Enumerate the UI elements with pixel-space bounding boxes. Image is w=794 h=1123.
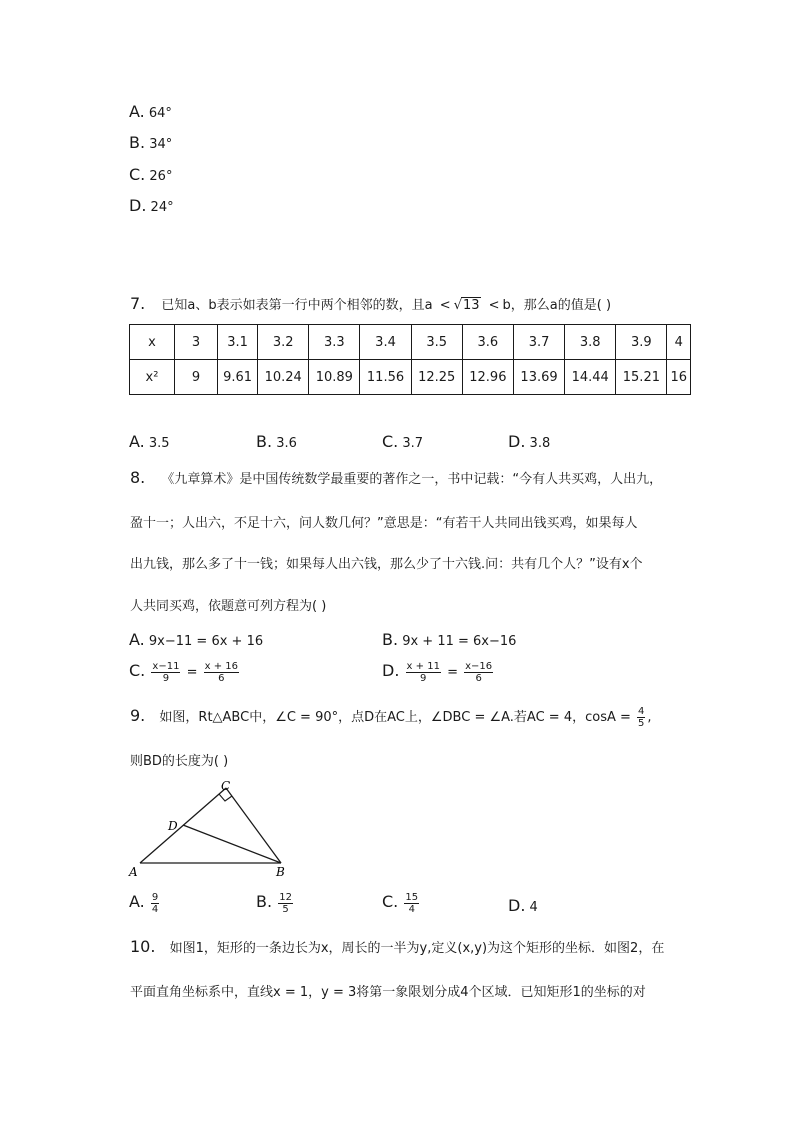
option-text: 64° bbox=[148, 106, 172, 121]
label-d: D bbox=[168, 819, 178, 833]
table-cell: 12.96 bbox=[462, 360, 513, 395]
q9-line-1 bbox=[130, 706, 652, 729]
table-cell: 3.1 bbox=[218, 325, 258, 360]
denominator: 6 bbox=[475, 673, 482, 684]
fraction bbox=[151, 892, 159, 915]
table-cell: 13.69 bbox=[513, 360, 564, 395]
q7-stem-post: b，那么a的值是( ) bbox=[502, 298, 612, 313]
numerator: 15 bbox=[405, 892, 419, 903]
question-number: 7. bbox=[130, 294, 146, 313]
table-row bbox=[130, 325, 691, 360]
denominator: 4 bbox=[151, 904, 159, 915]
option-label: D. bbox=[129, 196, 147, 215]
numerator: 4 bbox=[638, 706, 645, 717]
option-text: 34° bbox=[149, 137, 173, 152]
denominator: 9 bbox=[420, 673, 427, 684]
q8-option-d[interactable] bbox=[382, 661, 495, 684]
q8-option-b[interactable] bbox=[382, 630, 516, 649]
option-label: A. bbox=[129, 630, 145, 649]
less-than-sign: < bbox=[488, 298, 500, 313]
numerator: 9 bbox=[151, 892, 159, 903]
right-angle-mark bbox=[219, 794, 232, 801]
table-cell: 3 bbox=[175, 325, 218, 360]
equals-sign: = bbox=[447, 665, 458, 680]
question-number: 8. bbox=[130, 468, 146, 487]
option-text: 9x−11 = 6x + 16 bbox=[148, 634, 264, 649]
table-cell: 3.3 bbox=[309, 325, 360, 360]
q8-option-a[interactable] bbox=[129, 630, 263, 649]
option-label: C. bbox=[129, 165, 146, 184]
numerator: x + 16 bbox=[204, 661, 239, 672]
option-label: B. bbox=[129, 133, 146, 152]
q8-line-3: 出九钱，那么多了十一钱；如果每人出六钱，那么少了十六钱.问：共有几个人？”设有x个 bbox=[130, 557, 643, 572]
q8-line-2: 盈十一；人出六，不足十六，问人数几何？”意思是：“有若干人共同出钱买鸡，如果每人 bbox=[130, 516, 638, 531]
option-label: C. bbox=[129, 661, 146, 680]
option-text: 3.5 bbox=[148, 436, 170, 451]
triangle-figure bbox=[126, 778, 296, 880]
table-cell: 10.24 bbox=[258, 360, 309, 395]
q9-option-b[interactable] bbox=[256, 892, 295, 915]
label-b: B bbox=[276, 865, 285, 879]
table-cell: 3.6 bbox=[462, 325, 513, 360]
option-label: A. bbox=[129, 892, 145, 911]
numerator: x−11 bbox=[152, 661, 180, 672]
q6-option-b[interactable] bbox=[129, 133, 172, 152]
table-cell: 11.56 bbox=[360, 360, 411, 395]
table-cell: x² bbox=[130, 360, 175, 395]
option-text: 24° bbox=[150, 200, 174, 215]
sqrt-sign: √ bbox=[453, 298, 462, 313]
denominator: 4 bbox=[408, 904, 415, 915]
fraction bbox=[404, 892, 419, 915]
option-text: 3.8 bbox=[529, 436, 551, 451]
fraction bbox=[406, 661, 441, 684]
label-c: C bbox=[221, 779, 231, 793]
q10-line-1 bbox=[130, 937, 664, 956]
q6-option-d[interactable] bbox=[129, 196, 174, 215]
table-cell: 3.5 bbox=[411, 325, 462, 360]
option-label: B. bbox=[382, 630, 399, 649]
table-cell: 15.21 bbox=[616, 360, 667, 395]
q10-line-2: 平面直角坐标系中，直线x = 1，y = 3将第一象限划分成4个区域．已知矩形1的坐标的对 bbox=[130, 985, 646, 1000]
less-than-sign: < bbox=[439, 298, 451, 313]
option-label: A. bbox=[129, 432, 145, 451]
table-cell: 14.44 bbox=[565, 360, 616, 395]
table-cell: 3.7 bbox=[513, 325, 564, 360]
q9-text: 如图，Rt△ABC中，∠C = 90°，点D在AC上，∠DBC = ∠A.若AC = 4，cosA = bbox=[159, 710, 631, 725]
option-label: D. bbox=[508, 432, 526, 451]
option-text: 9x + 11 = 6x−16 bbox=[402, 634, 517, 649]
q8-line-4: 人共同买鸡，依题意可列方程为( ) bbox=[130, 599, 327, 614]
denominator: 9 bbox=[162, 673, 170, 684]
denominator: 6 bbox=[218, 673, 225, 684]
q9-option-c[interactable] bbox=[382, 892, 421, 915]
fraction bbox=[464, 661, 493, 684]
option-text: 3.6 bbox=[276, 436, 297, 451]
table-cell: x bbox=[130, 325, 175, 360]
numerator: x−16 bbox=[465, 661, 493, 672]
denominator: 5 bbox=[282, 904, 289, 915]
table-cell: 9 bbox=[175, 360, 218, 395]
table-cell: 12.25 bbox=[411, 360, 462, 395]
q7-option-b[interactable] bbox=[256, 432, 297, 451]
fraction bbox=[278, 892, 293, 915]
fraction bbox=[204, 661, 239, 684]
q6-option-a[interactable] bbox=[129, 102, 172, 121]
table-cell: 3.4 bbox=[360, 325, 411, 360]
q7-stem-pre: 已知a、b表示如表第一行中两个相邻的数，且a bbox=[161, 298, 433, 313]
table-cell: 9.61 bbox=[218, 360, 258, 395]
option-label: C. bbox=[382, 432, 399, 451]
q7-option-c[interactable] bbox=[382, 432, 423, 451]
q8-option-c[interactable] bbox=[129, 661, 241, 684]
option-label: B. bbox=[256, 432, 273, 451]
value-table bbox=[129, 324, 691, 395]
q10-text: 如图1，矩形的一条边长为x，周长的一半为y,定义(x,y)为这个矩形的坐标．如图2，在 bbox=[169, 941, 665, 956]
option-label: A. bbox=[129, 102, 145, 121]
option-text: 3.7 bbox=[402, 436, 424, 451]
q7-option-d[interactable] bbox=[508, 432, 550, 451]
option-label: D. bbox=[508, 896, 526, 915]
label-a: A bbox=[129, 865, 138, 879]
q8-line-1 bbox=[130, 468, 662, 487]
option-label: B. bbox=[256, 892, 273, 911]
q9-option-d[interactable] bbox=[508, 896, 538, 915]
question-number: 9. bbox=[130, 706, 146, 725]
q9-option-a[interactable] bbox=[129, 892, 161, 915]
option-text: 4 bbox=[529, 900, 538, 915]
q8-text: 《九章算术》是中国传统数学最重要的著作之一，书中记载：“今有人共买鸡，人出九， bbox=[161, 472, 663, 487]
table-cell: 3.2 bbox=[258, 325, 309, 360]
q6-option-c[interactable] bbox=[129, 165, 172, 184]
option-label: D. bbox=[382, 661, 400, 680]
table-row bbox=[130, 360, 691, 395]
q7-stem bbox=[130, 294, 611, 313]
option-label: C. bbox=[382, 892, 399, 911]
comma: , bbox=[647, 710, 652, 725]
numerator: 12 bbox=[279, 892, 292, 903]
q9-line-2: 则BD的长度为( ) bbox=[130, 754, 229, 769]
option-text: 26° bbox=[149, 169, 173, 184]
numerator: x + 11 bbox=[406, 661, 440, 672]
equals-sign: = bbox=[186, 665, 198, 680]
q7-option-a[interactable] bbox=[129, 432, 170, 451]
table-cell: 16 bbox=[667, 360, 691, 395]
table-cell: 10.89 bbox=[309, 360, 360, 395]
table-cell: 3.9 bbox=[616, 325, 667, 360]
question-number: 10. bbox=[130, 937, 156, 956]
cos-fraction bbox=[637, 706, 645, 729]
table-cell: 4 bbox=[667, 325, 691, 360]
denominator: 5 bbox=[638, 718, 645, 729]
sqrt-radicand: 13 bbox=[462, 298, 480, 313]
table-cell: 3.8 bbox=[565, 325, 616, 360]
fraction bbox=[151, 661, 180, 684]
